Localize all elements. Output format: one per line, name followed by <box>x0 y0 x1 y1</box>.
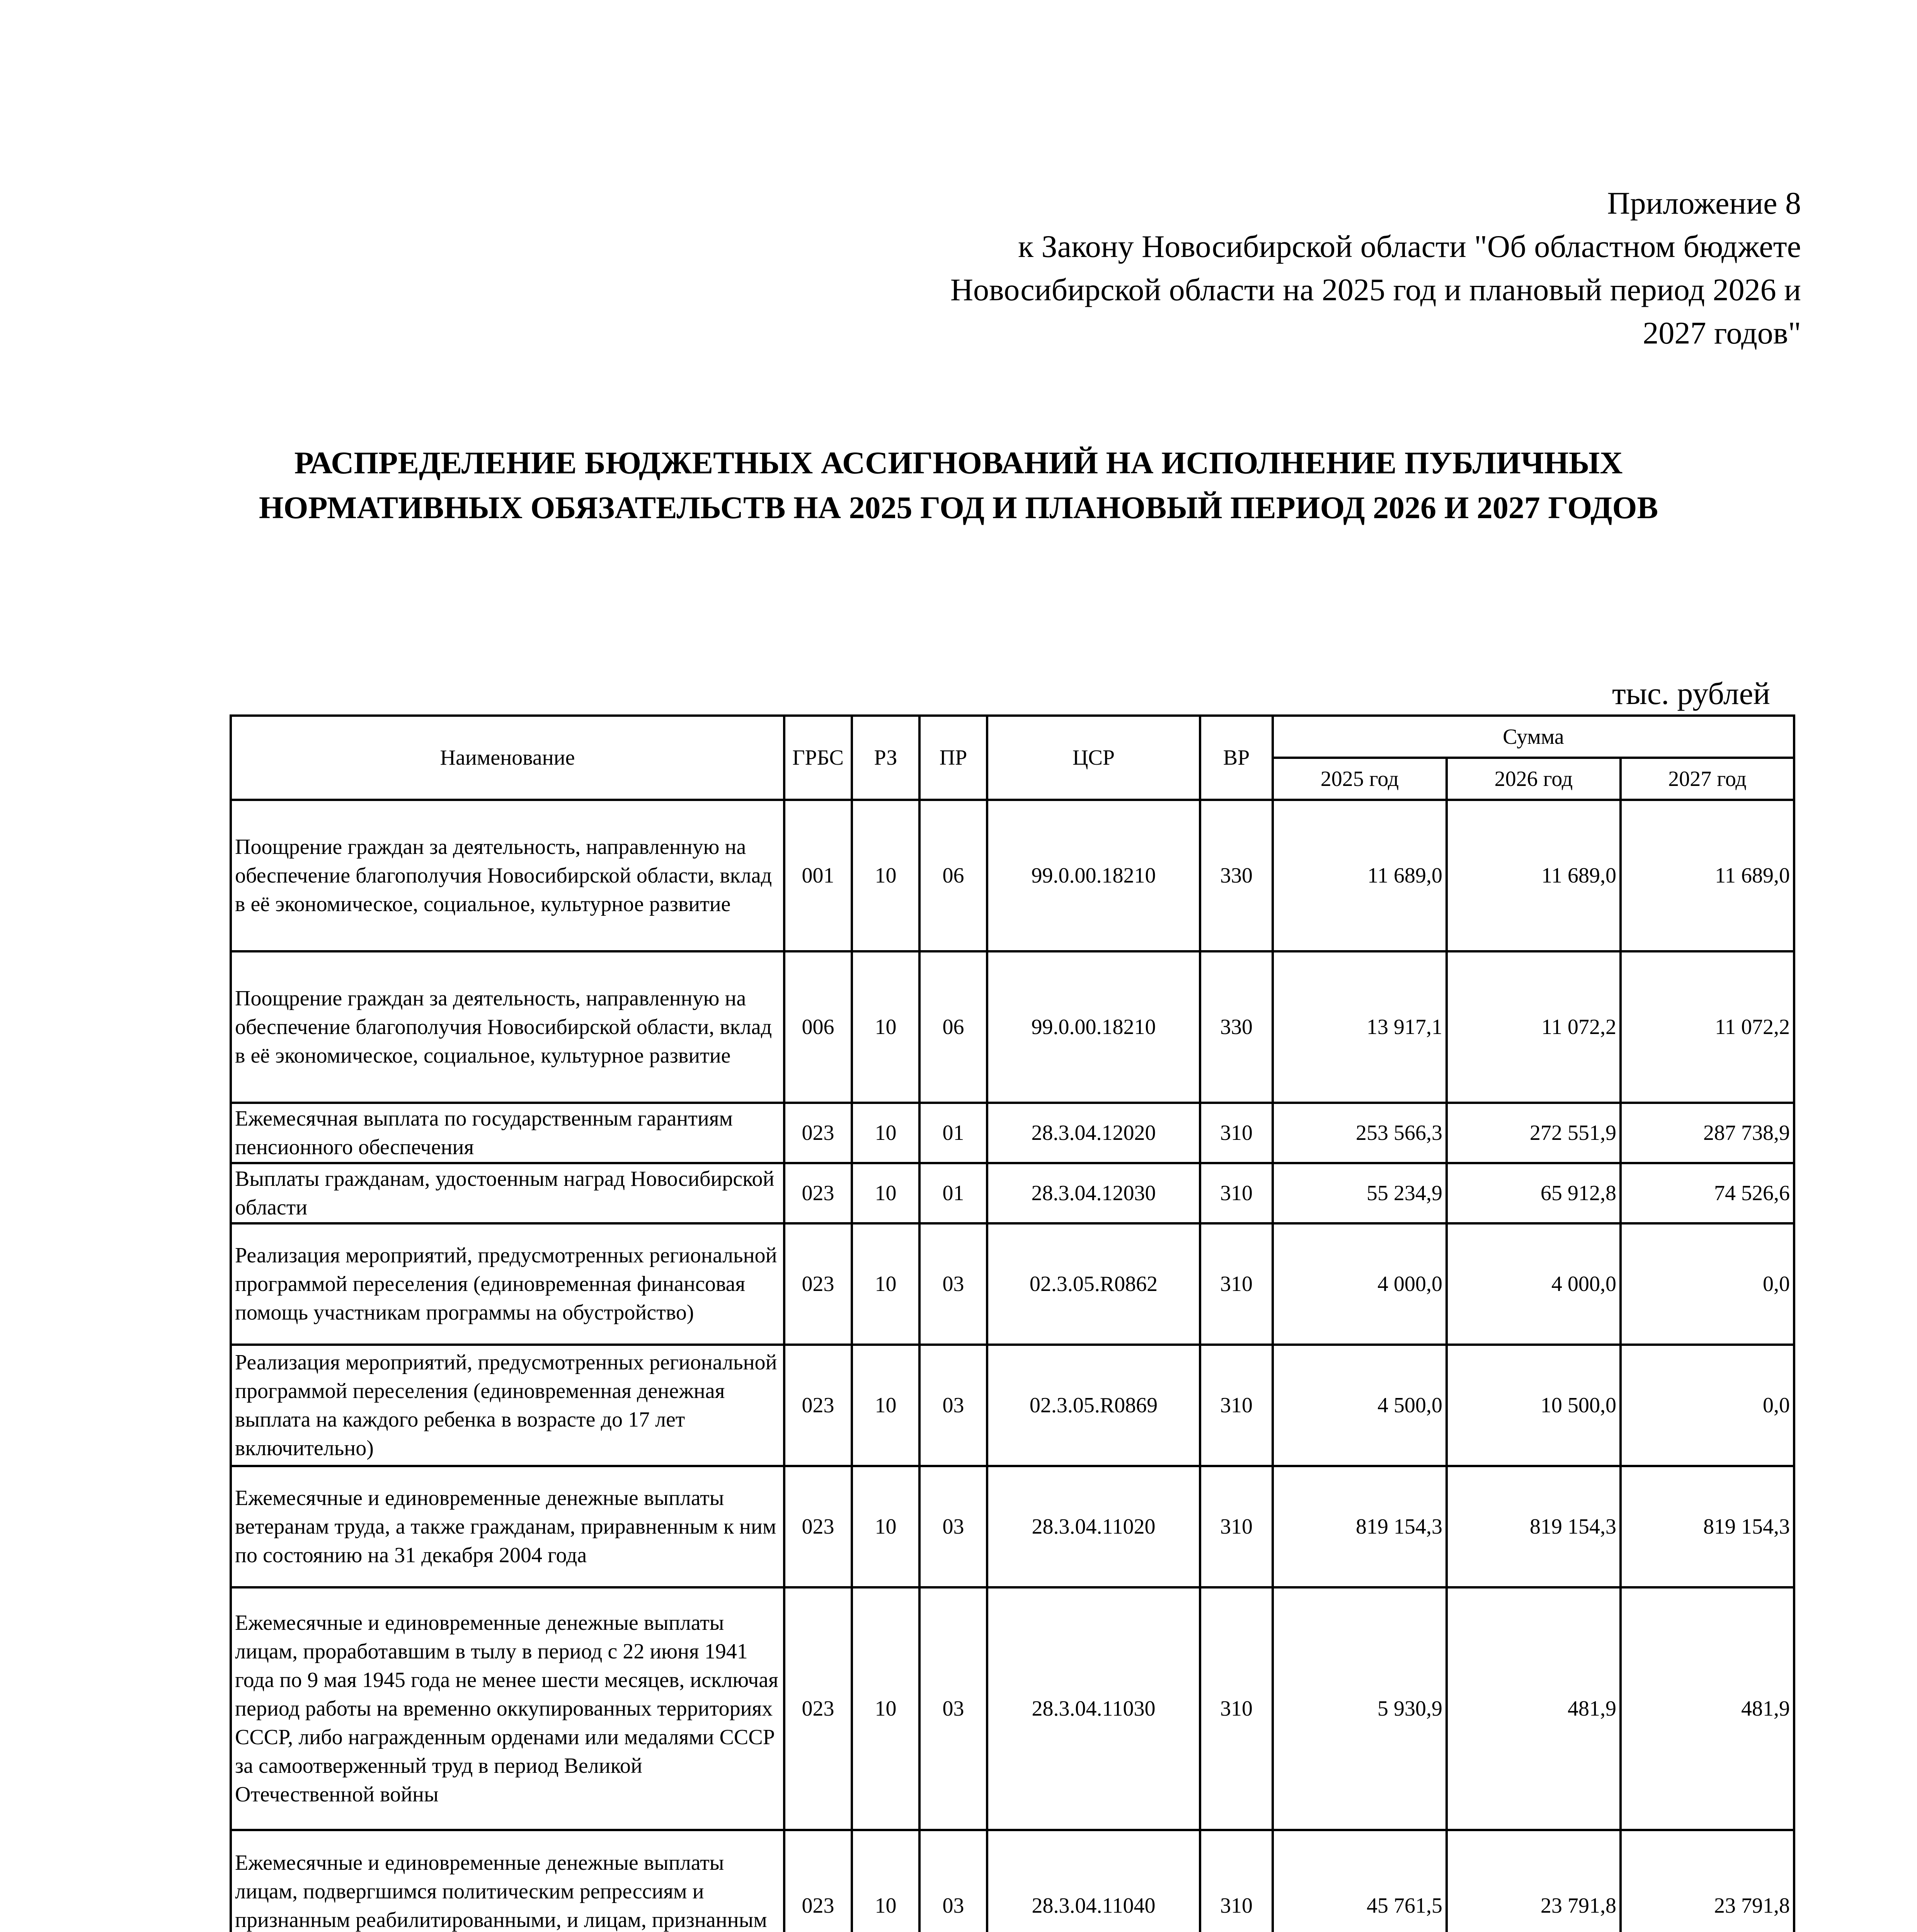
header-grbs: ГРБС <box>784 716 852 800</box>
row-sum-2027: 11 689,0 <box>1621 800 1794 951</box>
row-sum-2025: 45 761,5 <box>1273 1830 1447 1932</box>
row-sum-2026: 272 551,9 <box>1447 1103 1621 1163</box>
table-row <box>231 1466 1794 1587</box>
row-pr: 01 <box>919 1103 987 1163</box>
table-row <box>231 1103 1794 1163</box>
row-grbs: 023 <box>784 1345 852 1466</box>
row-csr: 02.3.05.R0862 <box>987 1223 1200 1345</box>
row-pr: 06 <box>919 951 987 1103</box>
row-sum-2027: 481,9 <box>1621 1587 1794 1830</box>
table-row <box>231 1587 1794 1830</box>
row-vr: 310 <box>1200 1345 1273 1466</box>
row-sum-2026: 23 791,8 <box>1447 1830 1621 1932</box>
header-vr: ВР <box>1200 716 1273 800</box>
row-name: Реализация мероприятий, предусмотренных региональной программой переселения (единовременная денежная выплата на каждого ребенка в возрасте до 17 лет включительно) <box>231 1345 784 1466</box>
title-line: РАСПРЕДЕЛЕНИЕ БЮДЖЕТНЫХ АССИГНОВАНИЙ НА ИСПОЛНЕНИЕ ПУБЛИЧНЫХ <box>294 445 1623 480</box>
row-name: Ежемесячные и единовременные денежные выплаты ветеранам труда, а также гражданам, приравненным к ним по состоянию на 31 декабря 2004 года <box>231 1466 784 1587</box>
row-sum-2025: 13 917,1 <box>1273 951 1447 1103</box>
row-sum-2026: 11 689,0 <box>1447 800 1621 951</box>
row-pr: 03 <box>919 1223 987 1345</box>
row-sum-2027: 0,0 <box>1621 1345 1794 1466</box>
row-sum-2026: 11 072,2 <box>1447 951 1621 1103</box>
row-vr: 310 <box>1200 1830 1273 1932</box>
row-grbs: 006 <box>784 951 852 1103</box>
row-sum-2025: 55 234,9 <box>1273 1163 1447 1223</box>
row-sum-2027: 819 154,3 <box>1621 1466 1794 1587</box>
row-grbs: 023 <box>784 1103 852 1163</box>
row-rz: 10 <box>852 1345 919 1466</box>
row-vr: 310 <box>1200 1103 1273 1163</box>
appendix-line: Новосибирской области на 2025 год и плановый период 2026 и <box>950 272 1801 307</box>
row-grbs: 023 <box>784 1587 852 1830</box>
row-rz: 10 <box>852 1466 919 1587</box>
row-sum-2026: 4 000,0 <box>1447 1223 1621 1345</box>
header-year-2027: 2027 год <box>1621 758 1794 800</box>
header-csr: ЦСР <box>987 716 1200 800</box>
row-csr: 99.0.00.18210 <box>987 951 1200 1103</box>
appendix-line: к Закону Новосибирской области "Об областном бюджете <box>1018 229 1801 264</box>
header-year-2026: 2026 год <box>1447 758 1621 800</box>
row-name: Ежемесячные и единовременные денежные выплаты лицам, подвергшимся политическим репрессиям и признанным реабилитированными, и лицам, признанным <box>231 1830 784 1932</box>
row-grbs: 023 <box>784 1163 852 1223</box>
header-sum: Сумма <box>1273 716 1794 758</box>
row-sum-2026: 10 500,0 <box>1447 1345 1621 1466</box>
row-sum-2027: 23 791,8 <box>1621 1830 1794 1932</box>
row-rz: 10 <box>852 1163 919 1223</box>
row-pr: 03 <box>919 1830 987 1932</box>
row-pr: 03 <box>919 1466 987 1587</box>
row-rz: 10 <box>852 1103 919 1163</box>
row-name: Ежемесячная выплата по государственным гарантиям пенсионного обеспечения <box>231 1103 784 1163</box>
row-csr: 28.3.04.12030 <box>987 1163 1200 1223</box>
row-sum-2025: 5 930,9 <box>1273 1587 1447 1830</box>
appendix-note <box>950 182 1801 355</box>
row-sum-2027: 0,0 <box>1621 1223 1794 1345</box>
row-csr: 28.3.04.11040 <box>987 1830 1200 1932</box>
allocations-table <box>230 714 1795 1932</box>
row-name: Выплаты гражданам, удостоенным наград Новосибирской области <box>231 1163 784 1223</box>
appendix-line: Приложение 8 <box>1607 185 1801 221</box>
row-csr: 99.0.00.18210 <box>987 800 1200 951</box>
row-grbs: 023 <box>784 1466 852 1587</box>
table-row <box>231 1345 1794 1466</box>
row-name: Ежемесячные и единовременные денежные выплаты лицам, проработавшим в тылу в период с 22 июня 1941 года по 9 мая 1945 года не менее шести месяцев, исключая период работы на временно оккупированных территориях СССР, либо награжденным орденами или медалями СССР за самоотверженный труд в период Великой Отечественной войны <box>231 1587 784 1830</box>
row-rz: 10 <box>852 951 919 1103</box>
row-grbs: 001 <box>784 800 852 951</box>
row-vr: 330 <box>1200 951 1273 1103</box>
units-label: тыс. рублей <box>1612 676 1770 711</box>
row-sum-2027: 74 526,6 <box>1621 1163 1794 1223</box>
row-csr: 28.3.04.12020 <box>987 1103 1200 1163</box>
row-rz: 10 <box>852 1830 919 1932</box>
row-rz: 10 <box>852 800 919 951</box>
row-vr: 310 <box>1200 1163 1273 1223</box>
table-row <box>231 1830 1794 1932</box>
row-csr: 02.3.05.R0869 <box>987 1345 1200 1466</box>
row-sum-2027: 11 072,2 <box>1621 951 1794 1103</box>
row-sum-2025: 253 566,3 <box>1273 1103 1447 1163</box>
row-sum-2026: 819 154,3 <box>1447 1466 1621 1587</box>
row-pr: 01 <box>919 1163 987 1223</box>
table-row <box>231 1223 1794 1345</box>
row-sum-2025: 4 500,0 <box>1273 1345 1447 1466</box>
row-vr: 310 <box>1200 1587 1273 1830</box>
row-vr: 310 <box>1200 1466 1273 1587</box>
row-csr: 28.3.04.11020 <box>987 1466 1200 1587</box>
title-line: НОРМАТИВНЫХ ОБЯЗАТЕЛЬСТВ НА 2025 ГОД И ПЛАНОВЫЙ ПЕРИОД 2026 И 2027 ГОДОВ <box>259 490 1658 525</box>
row-grbs: 023 <box>784 1830 852 1932</box>
row-sum-2027: 287 738,9 <box>1621 1103 1794 1163</box>
row-pr: 03 <box>919 1345 987 1466</box>
table-row <box>231 800 1794 951</box>
appendix-line: 2027 годов" <box>1643 315 1801 350</box>
header-pr: ПР <box>919 716 987 800</box>
row-name: Поощрение граждан за деятельность, направленную на обеспечение благополучия Новосибирской области, вклад в её экономическое, социальное, культурное развитие <box>231 951 784 1103</box>
row-sum-2026: 481,9 <box>1447 1587 1621 1830</box>
row-pr: 03 <box>919 1587 987 1830</box>
table-row <box>231 1163 1794 1223</box>
header-name: Наименование <box>231 716 784 800</box>
row-vr: 310 <box>1200 1223 1273 1345</box>
row-sum-2025: 819 154,3 <box>1273 1466 1447 1587</box>
row-name: Реализация мероприятий, предусмотренных региональной программой переселения (единовременная финансовая помощь участникам программы на обустройство) <box>231 1223 784 1345</box>
document-title <box>0 440 1917 530</box>
table-row <box>231 951 1794 1103</box>
header-rz: РЗ <box>852 716 919 800</box>
row-sum-2025: 11 689,0 <box>1273 800 1447 951</box>
row-sum-2026: 65 912,8 <box>1447 1163 1621 1223</box>
row-rz: 10 <box>852 1223 919 1345</box>
row-sum-2025: 4 000,0 <box>1273 1223 1447 1345</box>
header-year-2025: 2025 год <box>1273 758 1447 800</box>
row-vr: 330 <box>1200 800 1273 951</box>
row-rz: 10 <box>852 1587 919 1830</box>
row-pr: 06 <box>919 800 987 951</box>
row-grbs: 023 <box>784 1223 852 1345</box>
row-csr: 28.3.04.11030 <box>987 1587 1200 1830</box>
row-name: Поощрение граждан за деятельность, направленную на обеспечение благополучия Новосибирской области, вклад в её экономическое, социальное, культурное развитие <box>231 800 784 951</box>
